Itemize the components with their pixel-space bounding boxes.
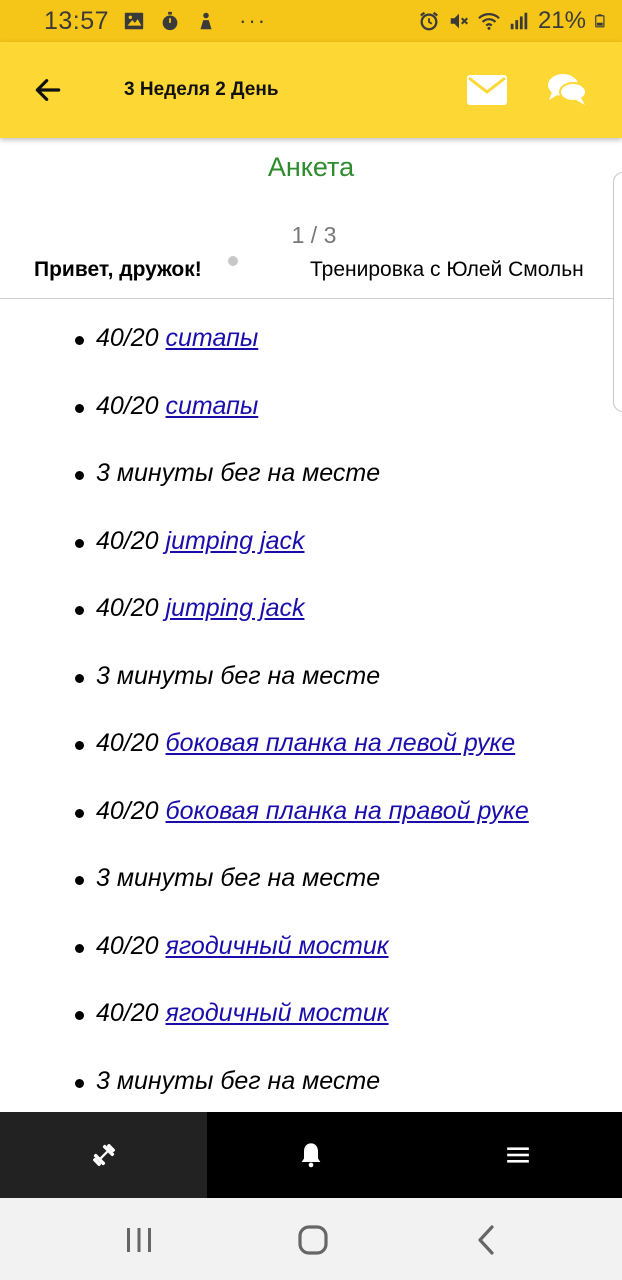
app-bar: [0, 42, 622, 138]
bell-icon: [297, 1141, 325, 1169]
back-button[interactable]: [28, 70, 68, 110]
exercise-link[interactable]: jumping jack: [165, 594, 305, 622]
exercise-link[interactable]: ситапы: [165, 324, 259, 352]
tab-training[interactable]: Тренировка с Юлей Смольн: [310, 258, 584, 281]
exercise-link[interactable]: ягодичный мостик: [165, 999, 389, 1027]
arrow-back-icon: [32, 74, 64, 106]
recent-apps-icon[interactable]: [119, 1220, 159, 1260]
mail-button[interactable]: [466, 72, 508, 108]
bottom-nav: [0, 1112, 622, 1198]
exercise-link[interactable]: ягодичный мостик: [165, 931, 389, 960]
page-title: 3 Неделя 2 День: [124, 79, 279, 100]
item-prefix: 3 минуты бег на месте: [96, 864, 381, 892]
fitness-app-icon: [195, 10, 217, 32]
mail-icon: [466, 72, 508, 108]
nav-tab-menu[interactable]: [415, 1112, 622, 1198]
exercise-link[interactable]: jumping jack: [165, 526, 305, 555]
battery-percent: 21%: [537, 7, 586, 34]
back-nav-icon[interactable]: [467, 1220, 507, 1260]
item-prefix: 3 минуты бег на месте: [96, 1066, 381, 1095]
gallery-icon: [123, 10, 145, 32]
item-prefix: 40/20: [96, 999, 166, 1027]
item-prefix: 40/20: [96, 796, 166, 825]
system-nav-bar: [0, 1198, 622, 1280]
nav-tab-workouts[interactable]: [0, 1112, 207, 1198]
exercise-link[interactable]: боковая планка на правой руке: [165, 796, 529, 825]
item-prefix: 3 минуты бег на месте: [96, 661, 381, 690]
page-indicator: 1 / 3: [291, 222, 337, 248]
exercise-link[interactable]: ситапы: [165, 391, 259, 420]
status-left: [44, 7, 267, 36]
nav-tab-notifications[interactable]: [207, 1112, 414, 1198]
battery-icon: [594, 10, 608, 32]
item-prefix: 40/20: [96, 391, 166, 420]
form-title: Анкета: [267, 152, 355, 182]
tab-greeting[interactable]: Привет, дружок!: [34, 258, 202, 281]
status-right: [418, 7, 608, 35]
form-tabs: [0, 252, 622, 299]
item-prefix: 40/20: [96, 324, 166, 352]
tab-indicator-dot: [228, 256, 238, 266]
status-time: 13:57: [44, 6, 110, 35]
side-panel-handle[interactable]: [613, 172, 622, 412]
status-bar: [0, 0, 622, 42]
home-icon[interactable]: [293, 1220, 333, 1260]
signal-icon: [508, 10, 530, 32]
more-notifications-icon: ···: [239, 8, 268, 33]
item-prefix: 40/20: [96, 729, 166, 757]
wifi-icon: [478, 10, 500, 32]
chat-icon: [546, 70, 588, 110]
item-prefix: 40/20: [96, 594, 166, 622]
item-prefix: 3 минуты бег на месте: [96, 459, 381, 487]
exercise-link[interactable]: боковая планка на левой руке: [165, 729, 516, 757]
dumbbell-icon: [90, 1141, 118, 1169]
item-prefix: 40/20: [96, 526, 166, 555]
stopwatch-icon: [159, 10, 181, 32]
chat-button[interactable]: [546, 70, 588, 110]
menu-icon: [505, 1142, 531, 1168]
mute-icon: [448, 10, 470, 32]
item-prefix: 40/20: [96, 931, 166, 960]
alarm-icon: [418, 10, 440, 32]
